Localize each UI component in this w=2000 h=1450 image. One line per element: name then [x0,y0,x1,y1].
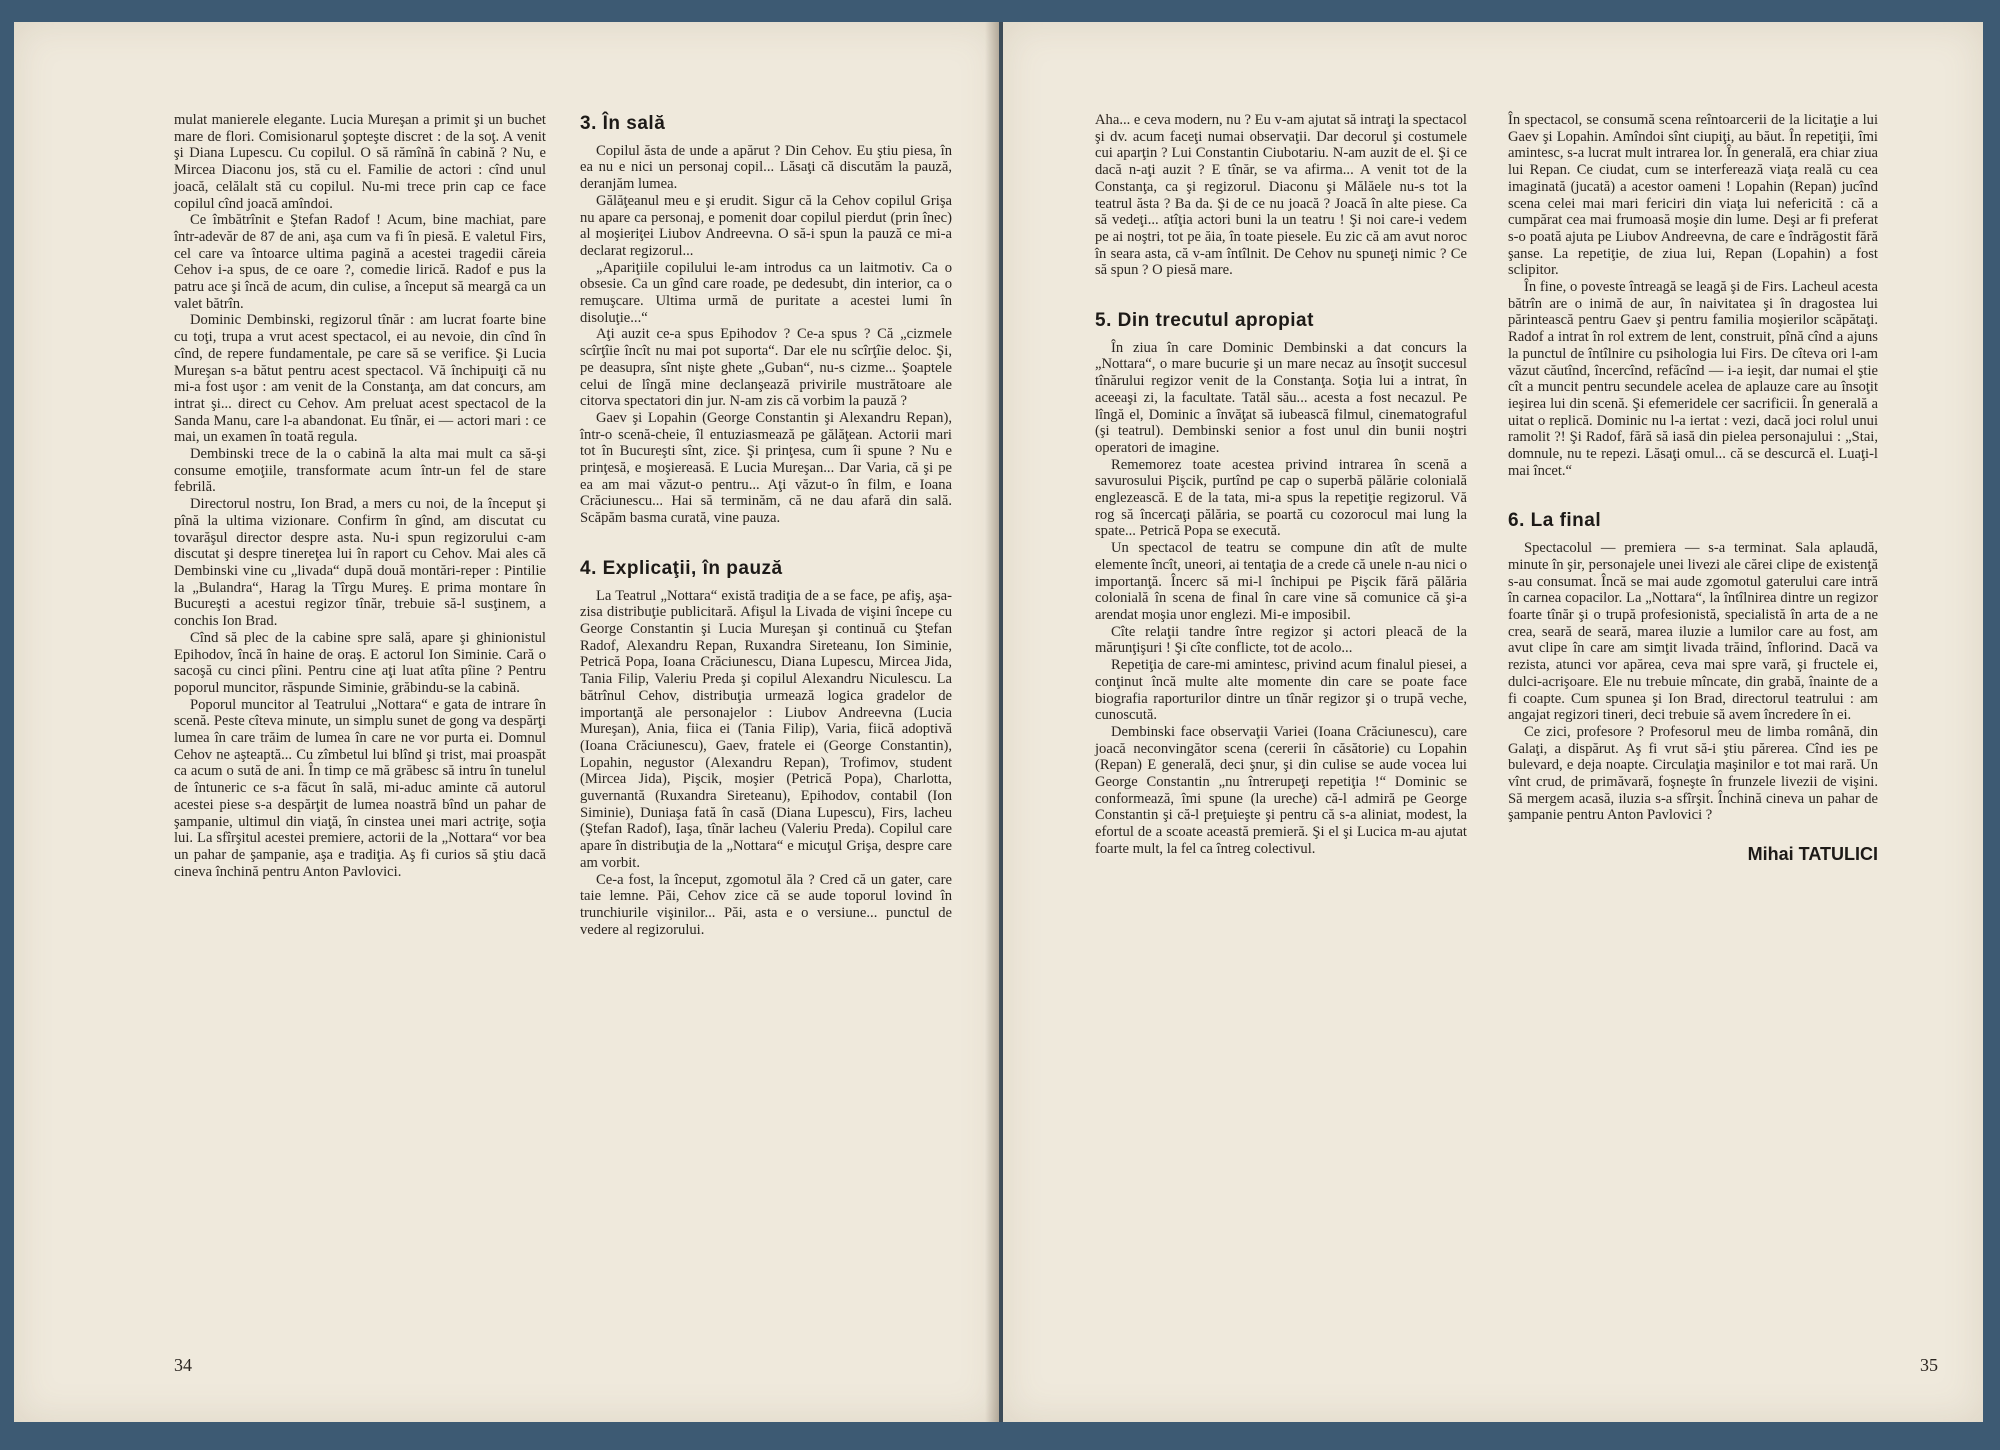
paragraph: Dominic Dembinski, regizorul tînăr : am lucrat foarte bine cu toţi, trupa a vrut acest spectacol, ei au nevoie, din cînd în cînd, de repere fundamentale, pe care să se verifice. Şi Lucia Mureşan s-a bătut pentru acest spectacol. Vă închipuiţi că nu mi-a fost uşor : am venit de la Constanţa, am dat concurs, am intrat şi... direct cu Cehov. Am preluat acest spectacol de la Sanda Manu, care l-a abandonat. Eu tînăr, ei — actori mari : ce mai, un examen în toată regula. [174,312,546,446]
paragraph: Gălăţeanul meu e şi erudit. Sigur că la Cehov copilul Grişa nu apare ca personaj, e pomenit doar copilul pierdut (prin înec) al moşieriţei Liubov Andreevna. O să-i spun la pauză ce mi-a declarat regizorul... [580,192,952,259]
section-heading-4: 4. Explicaţii, în pauză [580,557,783,579]
paragraph: Cînd să plec de la cabine spre sală, apare şi ghinionistul Epihodov, încă în haine de oraş. E actorul Ion Siminie. Cară o sacoşă cu cinci pîini. Pentru cine aţi luat atîta pîine ? Pentru poporul muncitor, răspunde Siminie, grăbindu-se la cabină. [174,629,546,696]
paragraph: În spectacol, se consumă scena reîntoarcerii de la licitaţie a lui Gaev şi Lopahin. Amîndoi sînt ciupiţi, au băut. În repetiţii, îmi amintesc, s-a lucrat mult intrarea lor. În generală, era chiar ziua lui Repan. Ce ciudat, cum se interferează viaţa reală cu cea imaginată (jucată) a acestor oameni ! Lopahin (Repan) jucînd scena celei mai mari fericiri din viaţa lui nefericită : că a cumpărat cea mai frumoasă moşie din lume. Deşi ar fi preferat s-o poată ajuta pe Liubov Andreevna, de care e îndrăgostit fără şanse. La repetiţie, de ziua lui, Repan (Lopahin) a fost sclipitor. [1508,112,1878,279]
section-5-text [1095,340,1467,858]
paragraph: Aha... e ceva modern, nu ? Eu v-am ajutat să intraţi la spectacol şi dv. acum faceţi numai observaţii. Dar decorul şi costumele cui aparţin ? Lui Constantin Ciubotariu. N-am auzit de el. Şi ce dacă n-aţi auzit ? E tînăr, se va afirma... A venit tot de la Constanţa, ca şi regizorul. Diaconu şi Mălăele nu-s tot la teatrul ăsta ? Ba da. Şi de ce nu joacă ? Joacă în alte piese. Ca să vedeţi... atîţia actori buni la un teatru ! Şi noi care-i vedem pe ai noştri, tot pe ăia, în toate piesele. Eu zic că am avut noroc în seara asta, că v-am întîlnit. De Cehov nu spuneţi nimic ? Ce să spun ? O piesă mare. [1095,112,1467,279]
column-1 [174,112,546,880]
paragraph: Spectacolul — premiera — s-a terminat. Sala aplaudă, minute în şir, personajele unei livezi ale cărei clipe de existenţă s-au consumat. Încă se mai aude zgomotul gaterului care intră în carnea copacilor. La „Nottara“, la întîlnirea dintre un regizor foarte tînăr şi o trupă profesionistă, specialistă în arta de a ne crea, seară de seară, marea iluzie a lumilor care au fost, am avut clipe în care am simţit livada trăind, înflorind. Dacă va rezista, atunci vor apărea, ceva mai spre vară, şi fructele ei, dulci-acrişoare. Ele nu trebuie mîncate, din grabă, înainte de a fi coapte. Cum spunea şi Ion Brad, directorul teatrului : am angajat regizori tineri, deci trebuie să avem încredere în ei. [1508,540,1878,724]
author-signature: Mihai TATULICI [1747,844,1878,865]
paragraph: Ce-a fost, la început, zgomotul ăla ? Cred că un gater, care taie lemne. Păi, Cehov zice că se aude toporul lovind în trunchiurile vişinilor... Păi, asta e o versiune... punctul de vedere al regizorului. [580,871,952,938]
paragraph: Un spectacol de teatru se compune din atît de multe elemente încît, uneori, ai tentaţia de a crede că unele n-au nici o importanţă. Încerc să mi-l închipui pe Pişcik fără pălăria colonială în scena de final în care vine să comunice că şi-a arendat moşia unor englezi. Mi-e imposibil. [1095,540,1467,623]
section-5-continued [1508,112,1878,479]
paragraph: „Apariţiile copilului le-am introdus ca un laitmotiv. Ca o obsesie. Ca un gînd care roade, pe dedesubt, din interior, ca o remuşcare. Ultima urmă de puritate a acestei lumi în disoluţie...“ [580,259,952,326]
section-heading-6: 6. La final [1508,510,1602,532]
right-page [1003,22,1983,1422]
paragraph: În fine, o poveste întreagă se leagă şi de Firs. Lacheul acesta bătrîn are o inimă de aur, în naivitatea şi în dragostea lui părintească pentru Gaev şi pentru familia moşierilor scăpătaţi. Radof a intrat în rol extrem de lent, construit, pînă cînd a ajuns la punctul de întîlnire cu psihologia lui Firs. De cîteva ori l-am văzut căutînd, încercînd, refăcînd — i-a ieşit, dar numai el ştie cît a muncit pentru secundele acelea de aplauze care au însoţit ieşirea lui din scenă. Şi efemeridele cer sacrificii. În generală a uitat o replică. Dominic nu l-a iertat : vezi, dacă joci rolul unui ramolit ?! Şi Radof, fără să iasă din pielea personajului : „Stai, domnule, nu te repezi. Lăsaţi omul... că se descurcă el. Luaţi-l mai încet.“ [1508,279,1878,479]
column-4 [1508,112,1878,863]
section-6-text [1508,540,1878,824]
section-4-text [580,588,952,939]
paragraph: Gaev şi Lopahin (George Constantin şi Alexandru Repan), într-o scenă-cheie, îl entuziasmează pe gălăţean. Actorii mari tot în Bucureşti sînt, zice. Şi prinţesa, cum îi spune ? Nu e prinţesă, e moşiereasă. E Lucia Mureşan... Dar Varia, că şi pe ea am mai văzut-o pentru... Aţi văzut-o în film, e Ioana Crăciunescu... Hai să terminăm, că ne dau afară din sală. Scăpăm basma curată, vine pauza. [580,409,952,527]
paragraph: Dembinski face observaţii Variei (Ioana Crăciunescu), care joacă neconvingător scena (cererii în căsătorie) cu Lopahin (Repan) E generală, deci şnur, şi din culise se aude vocea lui George Constantin „nu întrerupeţi repetiţia !“ Dominic se conformează, îmi spune (la ureche) că-l admiră pe George Constantin şi că-l preţuieşte şi pentru că s-a aliniat, modest, la efortul de a scoate această premieră. Şi el şi Lucica m-au ajutat foarte mult, la fel ca întreg colectivul. [1095,723,1467,857]
paragraph: Aţi auzit ce-a spus Epihodov ? Ce-a spus ? Că „cizmele scîrţîie încît nu mai pot suporta“. Dar ele nu scîrţîie deloc. Şi, pe deasupra, sînt nişte ghete „Guban“, nu-s cizme... Şoaptele celui de lîngă mine declanşează privirile mustrătoare ale citorva spectatori din jur. N-am zis că vorbim la pauză ? [580,326,952,410]
page-number-right: 35 [1920,1355,1938,1375]
page-number-left: 34 [174,1355,192,1375]
section-heading-5: 5. Din trecutul apropiat [1095,310,1314,332]
paragraph: Rememorez toate acestea privind intrarea în scenă a savurosului Pişcik, purtînd pe cap o superbă pălărie colonială englezească. E de la tata, mi-a spus la repetiţie regizorul. Vă rog să încercaţi pălăria, se poartă cu cozorocul mai lung la spate... Petrică Popa se execută. [1095,456,1467,540]
paragraph: La Teatrul „Nottara“ există tradiţia de a se face, pe afiş, aşa-zisa distribuţie publicitară. Afişul la Livada de vişini începe cu George Constantin şi Lucia Mureşan şi continuă cu Ştefan Radof, Alexandru Repan, Ruxandra Sireteanu, Ion Siminie, Petrică Popa, Ioana Crăciunescu, Diana Lupescu, Mircea Jida, Tania Filip, Valeriu Preda şi copilul Alexandru Niculescu. La bătrînul Cehov, distribuţia urmează logica gradelor de importanţă ale personajelor : Liubov Andreevna (Lucia Mureşan), Ania, fiica ei (Tania Filip), Varia, fiică adoptivă (Ioana Crăciunescu), Gaev, fratele ei (George Constantin), Lopahin, negustor (Alexandru Repan), Trofimov, student (Mircea Jida), Pişcik, moşier (Petrică Popa), Charlotta, guvernantă (Ruxandra Sireteanu), Epihodov, contabil (Ion Siminie), Duniaşa fată în casă (Diana Lupescu), Firs, lacheu (Ştefan Radof), Iaşa, tînăr lacheu (Valeriu Preda). Copilul care apare în distribuţia de la „Nottara“ e micuţul Grişa, despre care am vorbit. [580,587,952,871]
paragraph: Cîte relaţii tandre între regizor şi actori pleacă de la mărunţişuri ! Şi cîte conflicte, tot de acolo... [1095,623,1467,657]
section-heading-3: 3. În sală [580,113,666,134]
section-3-text [580,143,952,527]
paragraph: Poporul muncitor al Teatrului „Nottara“ e gata de intrare în scenă. Peste cîteva minute, un simplu sunet de gong va despărţi lumea în care trăim de lumea în care ne vor purta ei. Domnul Cehov ne aşteaptă... Cu zîmbetul lui blînd şi trist, mai proaspăt ca acum o sută de ani. În timp ce mă grăbesc să intru în tunelul de întuneric ce s-a făcut în sală, mi-aduc aminte că autorul acestei piese s-a despărţit de lumea noastră bînd un pahar de şampanie, ultimul din viaţă, în cinstea unei mari actriţe, soţia lui. La sfîrşitul acestei premiere, actorii de la „Nottara“ vor bea un pahar de şampanie, aşa e tradiţia. Aş fi curios să ştiu dacă cineva închină pentru Anton Pavlovici. [174,696,546,880]
paragraph: Repetiţia de care-mi amintesc, privind acum finalul piesei, a conţinut încă multe alte momente din care se poate face biografia raporturilor dintre un tînăr regizor şi o trupă veche, cunoscută. [1095,657,1467,724]
paragraph: Dembinski trece de la o cabină la alta mai mult ca să-şi consume emoţiile, transformate acum într-un fel de stare febrilă. [174,446,546,496]
left-page [14,22,999,1422]
column-2 [580,112,952,938]
paragraph: mulat manierele elegante. Lucia Mureşan a primit şi un buchet mare de flori. Comisionarul şopteşte discret : de la soţ. A venit şi Diana Lupescu. Cu copilul. O să rămînă în cabină ? Nu, e Mircea Diaconu jos, stă cu el. Familie de actori : cînd unul joacă, celălalt stă cu copilul. Nu-mi trece prin cap ce face copilul cînd joacă amîndoi. [174,112,546,212]
paragraph: Ce îmbătrînit e Ştefan Radof ! Acum, bine machiat, pare într-adevăr de 87 de ani, aşa cum va fi în piesă. E valetul Firs, cel care va întoarce ultima pagină a acestei tragedii căreia Cehov i-a spus, de ce oare ?, comedie lirică. Radof e pus la patru ace şi încă de acum, din culise, a început să meargă ca un valet bătrîn. [174,212,546,312]
paragraph: Ce zici, profesore ? Profesorul meu de limba română, din Galaţi, a dispărut. Aş fi vrut să-i ştiu părerea. Cînd ies pe bulevard, e deja noapte. Circulaţia maşinilor e tot mai rară. Un vînt crud, de primăvară, foşneşte în frunzele livezii de vişini. Să mergem acasă, iluzia s-a sfîrşit. Închină cineva un pahar de şampanie pentru Anton Pavlovici ? [1508,723,1878,824]
section-4-continued [1095,112,1467,279]
paragraph: Copilul ăsta de unde a apărut ? Din Cehov. Eu ştiu piesa, în ea nu e nici un personaj copil... Lăsaţi că discutăm la pauză, deranjăm lumea. [580,142,952,193]
paragraph: Directorul nostru, Ion Brad, a mers cu noi, de la început şi pînă la ultima vizionare. Confirm în gînd, am discutat cu tovarăşul director despre asta. Nu-i spun regizorului c-am discutat şi despre tinereţea lui în raport cu Cehov. Mai ales că Dembinski vine cu „livada“ după două montări-reper : Pintilie la „Bulandra“, Harag la Tîrgu Mureş. E prima montare în Bucureşti a acestui regizor tînăr, trebuie să-l susţinem, a conchis Ion Brad. [174,496,546,630]
paragraph: În ziua în care Dominic Dembinski a dat concurs la „Nottara“, o mare bucurie şi un mare necaz au însoţit succesul tînărului regizor venit de la Constanţa. Soţia lui a intrat, în aceeaşi zi, la facultate. Tatăl său... acesta a fost necazul. Pe lîngă el, Dominic a învăţat să iubească filmul, cinematograful (şi teatrul). Dembinski senior a fost unul din bunii noştri operatori de imagine. [1095,339,1467,456]
column-3 [1095,112,1467,858]
